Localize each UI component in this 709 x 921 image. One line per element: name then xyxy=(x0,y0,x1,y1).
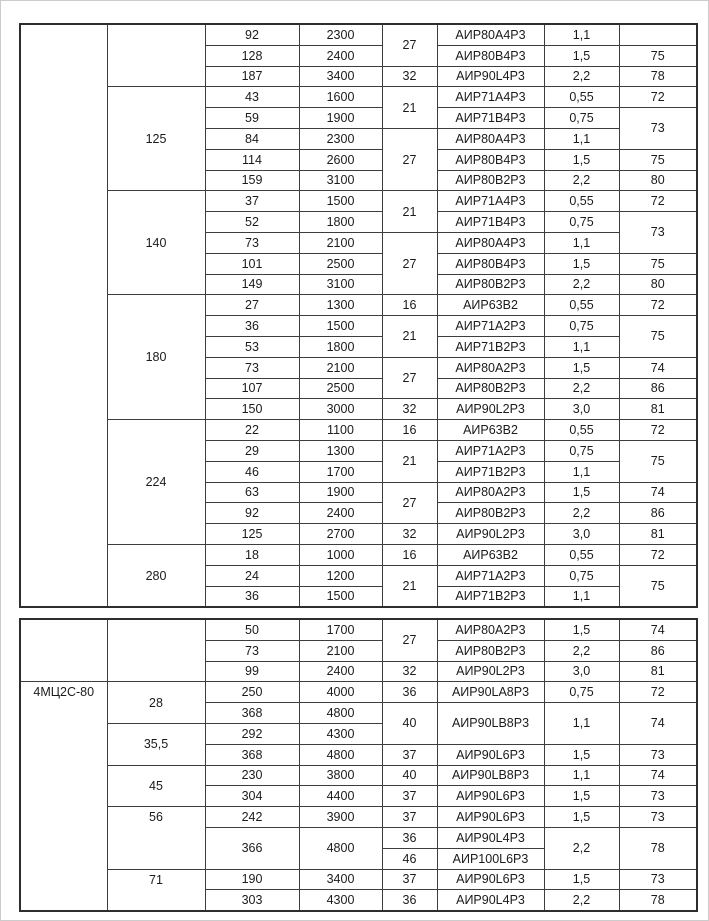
table-cell: 43 xyxy=(205,87,299,108)
table-cell: 36 xyxy=(382,890,437,911)
table-cell: 72 xyxy=(619,420,697,441)
empty-cell xyxy=(20,619,107,682)
table-cell: 0,75 xyxy=(544,565,619,586)
table-cell: АИР80А4Р3 xyxy=(437,24,544,45)
table-cell: 53 xyxy=(205,336,299,357)
table-cell: 0,75 xyxy=(544,682,619,703)
table-cell: АИР90L2Р3 xyxy=(437,399,544,420)
table-cell: 74 xyxy=(619,765,697,786)
table-cell: 4800 xyxy=(299,827,382,869)
table-cell: 1,5 xyxy=(544,786,619,807)
table-cell: 4МЦ2С-80 xyxy=(20,682,107,911)
table-cell: 72 xyxy=(619,544,697,565)
table-cell: 72 xyxy=(619,87,697,108)
table-cell: 75 xyxy=(619,440,697,482)
table-cell: 2,2 xyxy=(544,170,619,191)
table-cell: 21 xyxy=(382,440,437,482)
table-cell: 40 xyxy=(382,703,437,745)
table-cell: 180 xyxy=(107,295,205,420)
table-cell: 1,5 xyxy=(544,807,619,828)
table-cell: 140 xyxy=(107,191,205,295)
table-cell: 1,5 xyxy=(544,869,619,890)
table-cell: 16 xyxy=(382,544,437,565)
table-cell: АИР71А2Р3 xyxy=(437,440,544,461)
table-cell: 27 xyxy=(205,295,299,316)
table-row xyxy=(20,682,697,703)
table-cell: 74 xyxy=(619,703,697,745)
table-cell: 304 xyxy=(205,786,299,807)
table-cell: 2,2 xyxy=(544,503,619,524)
table-cell: АИР71В2Р3 xyxy=(437,586,544,607)
table-cell: 74 xyxy=(619,619,697,640)
table-cell: 74 xyxy=(619,482,697,503)
table-cell: АИР80А2Р3 xyxy=(437,357,544,378)
table-cell: 27 xyxy=(382,24,437,66)
table-cell: 86 xyxy=(619,640,697,661)
table-cell: 32 xyxy=(382,524,437,545)
table-cell: 2100 xyxy=(299,640,382,661)
table-cell: АИР80А2Р3 xyxy=(437,482,544,503)
table-cell: 32 xyxy=(382,661,437,682)
table-cell: 81 xyxy=(619,661,697,682)
table-cell: 2400 xyxy=(299,503,382,524)
table-cell: 125 xyxy=(107,87,205,191)
table-cell: 0,75 xyxy=(544,108,619,129)
table-cell: 250 xyxy=(205,682,299,703)
table-cell: 72 xyxy=(619,682,697,703)
table-cell: 3900 xyxy=(299,807,382,828)
table-cell: 59 xyxy=(205,108,299,129)
table-cell: 75 xyxy=(619,45,697,66)
table-cell: АИР80В2Р3 xyxy=(437,274,544,295)
gearmotor-spec-table-upper xyxy=(19,23,698,608)
table-cell: АИР71В4Р3 xyxy=(437,212,544,233)
table-row xyxy=(20,544,697,565)
table-cell: 224 xyxy=(107,420,205,545)
table-cell: 73 xyxy=(205,640,299,661)
table-cell: 1,1 xyxy=(544,703,619,745)
table-row xyxy=(20,295,697,316)
table-cell: 2700 xyxy=(299,524,382,545)
table-cell: 1,5 xyxy=(544,45,619,66)
table-row xyxy=(20,87,697,108)
table-cell: 1,1 xyxy=(544,586,619,607)
table-cell: АИР90L2Р3 xyxy=(437,661,544,682)
table-cell: 28 xyxy=(107,682,205,724)
table-cell: 3,0 xyxy=(544,661,619,682)
table-row xyxy=(20,765,697,786)
table-cell: 4000 xyxy=(299,682,382,703)
table-cell: 3,0 xyxy=(544,524,619,545)
table-cell: 16 xyxy=(382,420,437,441)
table-cell: 2,2 xyxy=(544,890,619,911)
table-cell: 2400 xyxy=(299,661,382,682)
table-cell: 101 xyxy=(205,253,299,274)
table-cell: 92 xyxy=(205,503,299,524)
table-cell: 73 xyxy=(205,232,299,253)
table-cell: АИР90LB8Р3 xyxy=(437,703,544,745)
table-cell: 36 xyxy=(205,586,299,607)
table-cell: 0,55 xyxy=(544,544,619,565)
table-cell: 27 xyxy=(382,482,437,524)
table-cell: 1200 xyxy=(299,565,382,586)
table-row xyxy=(20,191,697,212)
table-cell: 280 xyxy=(107,544,205,607)
table-cell: 37 xyxy=(382,786,437,807)
table-cell: 366 xyxy=(205,827,299,869)
table-cell: 2100 xyxy=(299,232,382,253)
table-cell: 86 xyxy=(619,503,697,524)
table-cell: 75 xyxy=(619,149,697,170)
table-cell: АИР90L6Р3 xyxy=(437,744,544,765)
table-cell: АИР71В2Р3 xyxy=(437,461,544,482)
table-cell: АИР90L4Р3 xyxy=(437,827,544,848)
table-cell: 3400 xyxy=(299,869,382,890)
table-cell: 1500 xyxy=(299,191,382,212)
table-cell: АИР80В2Р3 xyxy=(437,640,544,661)
table-cell: 99 xyxy=(205,661,299,682)
table-cell: 80 xyxy=(619,274,697,295)
table-cell: 1,5 xyxy=(544,744,619,765)
table-cell: 73 xyxy=(619,807,697,828)
table-cell: 2,2 xyxy=(544,827,619,869)
table-cell: 3400 xyxy=(299,66,382,87)
table-cell: 3800 xyxy=(299,765,382,786)
table-cell: 1900 xyxy=(299,482,382,503)
table-cell: 1500 xyxy=(299,316,382,337)
table-cell: 2400 xyxy=(299,45,382,66)
table-cell: 159 xyxy=(205,170,299,191)
table-cell: 73 xyxy=(619,786,697,807)
table-cell: 190 xyxy=(205,869,299,890)
table-cell: 36 xyxy=(382,827,437,848)
table-cell: 32 xyxy=(382,399,437,420)
table-cell: 81 xyxy=(619,399,697,420)
table-cell: 1,1 xyxy=(544,765,619,786)
table-cell: АИР71А2Р3 xyxy=(437,565,544,586)
table-cell: 4300 xyxy=(299,723,382,744)
table-cell: 0,55 xyxy=(544,295,619,316)
table-cell: 1,5 xyxy=(544,482,619,503)
table-cell: 81 xyxy=(619,524,697,545)
table-cell: 84 xyxy=(205,128,299,149)
table-cell: 92 xyxy=(205,24,299,45)
table-cell: 37 xyxy=(382,869,437,890)
table-cell: 40 xyxy=(382,765,437,786)
table-cell: АИР90L6Р3 xyxy=(437,786,544,807)
empty-cell xyxy=(20,24,107,607)
table-cell: АИР90L4Р3 xyxy=(437,66,544,87)
empty-cell xyxy=(107,619,205,682)
table-cell: 36 xyxy=(205,316,299,337)
table-cell: 21 xyxy=(382,316,437,358)
table-cell: 46 xyxy=(382,848,437,869)
table-cell: АИР90L4Р3 xyxy=(437,890,544,911)
table-cell: АИР71А4Р3 xyxy=(437,191,544,212)
table-cell: 27 xyxy=(382,128,437,190)
table-cell: 78 xyxy=(619,66,697,87)
table-cell: АИР71В4Р3 xyxy=(437,108,544,129)
table-cell: 80 xyxy=(619,170,697,191)
table-cell: АИР71В2Р3 xyxy=(437,336,544,357)
table-cell: АИР80В4Р3 xyxy=(437,45,544,66)
table-cell: 2500 xyxy=(299,378,382,399)
table-cell: АИР80В2Р3 xyxy=(437,503,544,524)
table-cell: 24 xyxy=(205,565,299,586)
table-cell: 1,1 xyxy=(544,461,619,482)
table-cell: 4400 xyxy=(299,786,382,807)
table-cell: 187 xyxy=(205,66,299,87)
table-cell: 1900 xyxy=(299,108,382,129)
table-cell: 1700 xyxy=(299,461,382,482)
table-cell: 63 xyxy=(205,482,299,503)
table-cell: 21 xyxy=(382,87,437,129)
table-cell: 1,1 xyxy=(544,128,619,149)
table-cell: 0,75 xyxy=(544,440,619,461)
table-cell: 52 xyxy=(205,212,299,233)
table-cell: 1,1 xyxy=(544,232,619,253)
table-cell: 1000 xyxy=(299,544,382,565)
table-cell: 21 xyxy=(382,565,437,607)
table-cell: 50 xyxy=(205,619,299,640)
table-cell: 75 xyxy=(619,316,697,358)
table-cell: 36 xyxy=(382,682,437,703)
table-cell: 303 xyxy=(205,890,299,911)
table-cell: 114 xyxy=(205,149,299,170)
table-cell: 1,5 xyxy=(544,619,619,640)
table-cell: 0,55 xyxy=(544,87,619,108)
table-cell: 29 xyxy=(205,440,299,461)
table-cell: 75 xyxy=(619,253,697,274)
empty-cell xyxy=(619,24,697,45)
table-cell: 0,55 xyxy=(544,420,619,441)
table-cell: 3,0 xyxy=(544,399,619,420)
table-cell: 56 xyxy=(107,807,205,869)
table-cell: 2,2 xyxy=(544,378,619,399)
table-cell: АИР90L6Р3 xyxy=(437,807,544,828)
table-cell: 18 xyxy=(205,544,299,565)
table-cell: 75 xyxy=(619,565,697,607)
table-cell: 74 xyxy=(619,357,697,378)
table-cell: 73 xyxy=(619,869,697,890)
table-cell: 1800 xyxy=(299,212,382,233)
gearmotor-spec-table-lower xyxy=(19,618,698,912)
table-cell: 292 xyxy=(205,723,299,744)
table-cell: 2300 xyxy=(299,24,382,45)
table-cell: АИР90L2Р3 xyxy=(437,524,544,545)
table-cell: 78 xyxy=(619,890,697,911)
table-cell: 37 xyxy=(382,807,437,828)
table-cell: 1,1 xyxy=(544,24,619,45)
table-cell: 1,5 xyxy=(544,149,619,170)
table-cell: 0,55 xyxy=(544,191,619,212)
table-cell: 1,1 xyxy=(544,336,619,357)
table-cell: 2,2 xyxy=(544,640,619,661)
table-cell: 150 xyxy=(205,399,299,420)
table-cell: АИР80В2Р3 xyxy=(437,170,544,191)
table-cell: 242 xyxy=(205,807,299,828)
table-cell: 46 xyxy=(205,461,299,482)
table-cell: 0,75 xyxy=(544,212,619,233)
table-cell: 37 xyxy=(205,191,299,212)
table-cell: 1500 xyxy=(299,586,382,607)
table-cell: 149 xyxy=(205,274,299,295)
table-row xyxy=(20,24,697,45)
table-cell: 0,75 xyxy=(544,316,619,337)
table-cell: 1300 xyxy=(299,440,382,461)
table-cell: 3100 xyxy=(299,170,382,191)
table-cell: 27 xyxy=(382,357,437,399)
table-cell: 72 xyxy=(619,295,697,316)
table-cell: АИР80В2Р3 xyxy=(437,378,544,399)
table-cell: АИР63В2 xyxy=(437,420,544,441)
table-cell: 22 xyxy=(205,420,299,441)
table-cell: 2500 xyxy=(299,253,382,274)
table-cell: 45 xyxy=(107,765,205,807)
table-cell: 72 xyxy=(619,191,697,212)
table-cell: 1700 xyxy=(299,619,382,640)
table-cell: 78 xyxy=(619,827,697,869)
table-row xyxy=(20,869,697,890)
table-cell: 1600 xyxy=(299,87,382,108)
table-cell: 1300 xyxy=(299,295,382,316)
table-cell: АИР63В2 xyxy=(437,544,544,565)
table-cell: 73 xyxy=(205,357,299,378)
table-cell: 1,5 xyxy=(544,357,619,378)
table-cell: 32 xyxy=(382,66,437,87)
table-cell: 2300 xyxy=(299,128,382,149)
table-cell: 71 xyxy=(107,869,205,911)
table-cell: 1,5 xyxy=(544,253,619,274)
table-cell: 73 xyxy=(619,212,697,254)
table-cell: 4800 xyxy=(299,744,382,765)
table-cell: 4300 xyxy=(299,890,382,911)
table-cell: АИР90LA8Р3 xyxy=(437,682,544,703)
table-cell: 1100 xyxy=(299,420,382,441)
empty-cell xyxy=(107,24,205,87)
table-cell: 35,5 xyxy=(107,723,205,765)
table-cell: 2,2 xyxy=(544,66,619,87)
table-cell: 27 xyxy=(382,232,437,294)
table-cell: АИР63В2 xyxy=(437,295,544,316)
table-cell: 3000 xyxy=(299,399,382,420)
table-cell: 4800 xyxy=(299,703,382,724)
table-cell: 73 xyxy=(619,744,697,765)
table-cell: 1800 xyxy=(299,336,382,357)
table-cell: 368 xyxy=(205,703,299,724)
table-cell: 86 xyxy=(619,378,697,399)
table-cell: АИР71А4Р3 xyxy=(437,87,544,108)
table-cell: АИР90LB8Р3 xyxy=(437,765,544,786)
table-row xyxy=(20,420,697,441)
table-cell: 73 xyxy=(619,108,697,150)
table-cell: 21 xyxy=(382,191,437,233)
table-cell: 128 xyxy=(205,45,299,66)
table-cell: АИР71А2Р3 xyxy=(437,316,544,337)
table-cell: 125 xyxy=(205,524,299,545)
table-cell: АИР100L6Р3 xyxy=(437,848,544,869)
table-cell: 27 xyxy=(382,619,437,661)
table-row xyxy=(20,619,697,640)
table-cell: 2100 xyxy=(299,357,382,378)
table-cell: 368 xyxy=(205,744,299,765)
table-cell: АИР80В4Р3 xyxy=(437,253,544,274)
table-row xyxy=(20,807,697,828)
table-cell: 2600 xyxy=(299,149,382,170)
table-cell: 3100 xyxy=(299,274,382,295)
table-cell: АИР80А4Р3 xyxy=(437,128,544,149)
table-cell: 107 xyxy=(205,378,299,399)
table-cell: 37 xyxy=(382,744,437,765)
table-cell: АИР90L6Р3 xyxy=(437,869,544,890)
table-cell: 2,2 xyxy=(544,274,619,295)
table-cell: 16 xyxy=(382,295,437,316)
table-cell: 230 xyxy=(205,765,299,786)
table-cell: АИР80В4Р3 xyxy=(437,149,544,170)
table-cell: АИР80А4Р3 xyxy=(437,232,544,253)
table-cell: АИР80А2Р3 xyxy=(437,619,544,640)
